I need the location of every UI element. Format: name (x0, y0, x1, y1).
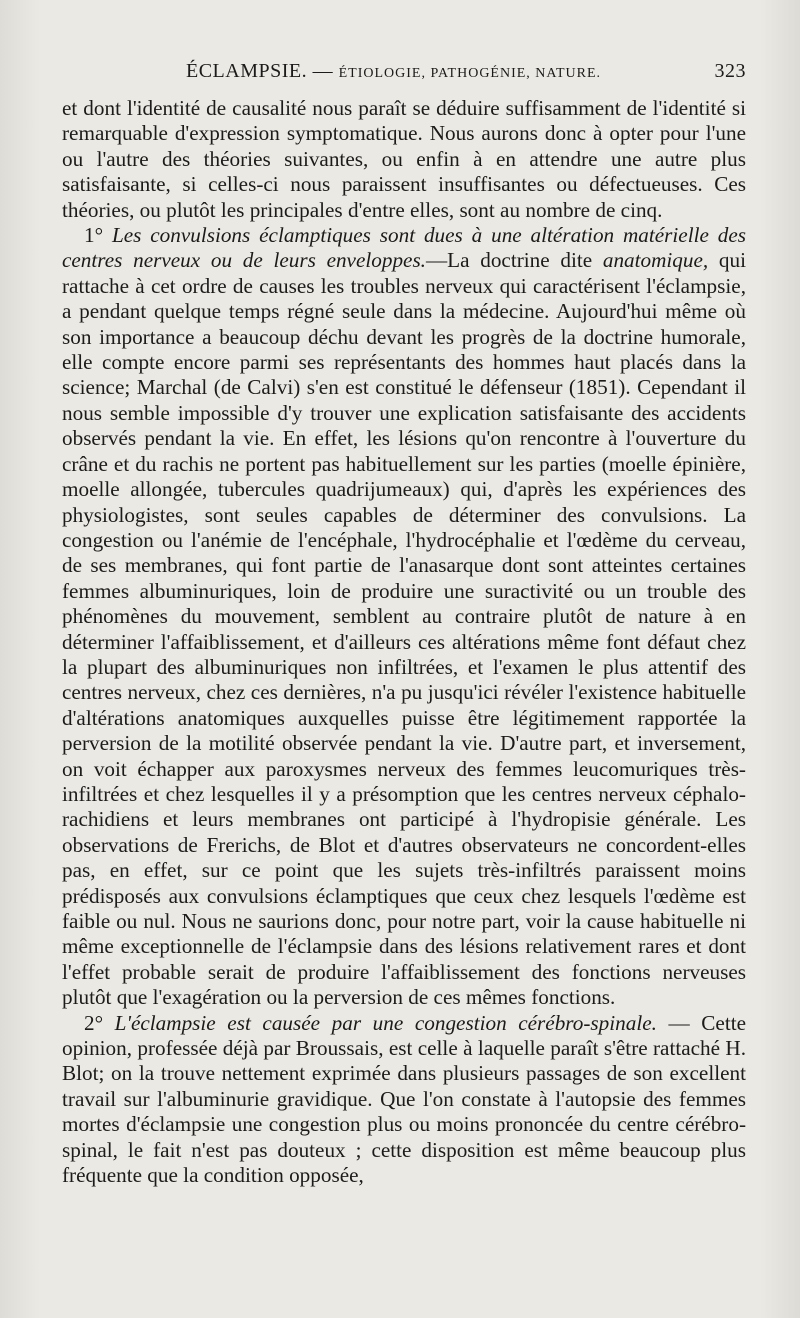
paragraph-1-text: et dont l'identité de causalité nous paraît se déduire suffisamment de l'identité si remarquable d'expression symptomatique. Nous aurons donc à opter pour l'une ou l'autre des théories suivantes, ou enfin à en attendre une autre plus satisfaisante, si celles-ci nous paraissent insuffisantes ou défectueuses. Ces théories, ou plutôt les principales d'entre elles, sont au nombre de cinq. (62, 96, 746, 222)
page-body (62, 96, 746, 1188)
paragraph-1 (62, 96, 746, 223)
paragraph-2-heading: Les convulsions éclamptiques sont dues à une altération matérielle des centres nerveux ou de leurs enveloppes. (62, 223, 746, 273)
paragraph-3 (62, 1011, 746, 1189)
paragraph-3-text: — Cette opinion, professée déjà par Broussais, est celle à laquelle paraît s'être rattaché H. Blot; on la trouve nettement exprimée dans plusieurs passages de son excellent travail sur l'albuminurie gravidique. Que l'on constate à l'autopsie des femmes mortes d'éclampsie une congestion plus ou moins prononcée du centre cérébro-spinal, le fait n'est pas douteux ; cette disposition est même beaucoup plus fréquente que la condition opposée, (62, 1010, 747, 1188)
header-title (186, 60, 601, 83)
paragraph-2-term: anatomique, (602, 248, 709, 273)
paragraph-2-lead: 1° (84, 223, 104, 248)
page-number: 323 (714, 60, 746, 82)
running-header (62, 56, 746, 96)
header-title-main: ÉCLAMPSIE. (186, 60, 308, 82)
paragraph-2-text: qui rattache à cet ordre de causes les troubles nerveux qui caractérisent l'éclampsie, a pendant quelque temps régné seule dans la médecine. Aujourd'hui même où son importance a beaucoup déchu devant les progrès de la doctrine humorale, elle compte encore parmi ses représentants des hommes haut placés dans la science; Marchal (de Calvi) s'en est constitué le défenseur (1851). Cependant il nous semble impossible d'y trouver une explication satisfaisante des accidents observés pendant la vie. En effet, les lésions qu'on rencontre à l'ouverture du crâne et du rachis ne portent pas habituellement sur les parties (moelle épinière, moelle allongée, tubercules quadrijumeaux) qui, d'après les expériences des physiologistes, sont seules capables de déterminer des convulsions. La congestion ou l'anémie de l'encéphale, l'hydrocéphalie et l'œdème du cerveau, de ses membranes, qui font partie de l'anasarque dont sont atteintes certaines femmes albuminuriques, loin de produire une suractivité ou un trouble des phénomènes du mouvement, semblent au contraire plutôt de nature à en déterminer l'affaiblissement, et d'ailleurs ces altérations même font défaut chez la plupart des albuminuriques non infiltrées, et l'examen le plus attentif des centres nerveux, chez ces dernières, n'a pu jusqu'ici révéler l'existence habituelle d'altérations anatomiques auxquelles puisse être légitimement rapportée la perversion de la motilité observée pendant la vie. D'autre part, et inversement, on voit échapper aux paroxysmes nerveux des femmes leucomuriques très-infiltrées et chez lesquelles il y a présomption que les centres nerveux céphalo-rachidiens et leurs membranes ont participé à l'hydropisie générale. Les observations de Frerichs, de Blot et d'autres observateurs ne concordent-elles pas, en effet, sur ce point que les sujets très-infiltrés paraissent moins prédisposés aux convulsions éclamptiques que ceux chez lesquels l'œdème est faible ou nul. Nous ne saurions donc, pour notre part, voir la cause habituelle ni même exceptionnelle de l'éclampsie dans des lésions relativement rares et dont l'effet probable serait de produire l'affaiblissement des fonctions nerveuses plutôt que l'exagération ou la perversion de ces mêmes fonctions. (62, 248, 746, 1010)
paragraph-3-lead: 2° (84, 1010, 104, 1035)
paragraph-2-intro: —La doctrine dite (425, 248, 593, 273)
header-title-dash: — (312, 60, 334, 82)
header-title-sub: ÉTIOLOGIE, PATHOGÉNIE, NATURE. (338, 66, 602, 81)
paragraph-3-heading: L'éclampsie est causée par une congestion cérébro-spinale. (114, 1010, 657, 1035)
paragraph-2 (62, 223, 746, 1011)
